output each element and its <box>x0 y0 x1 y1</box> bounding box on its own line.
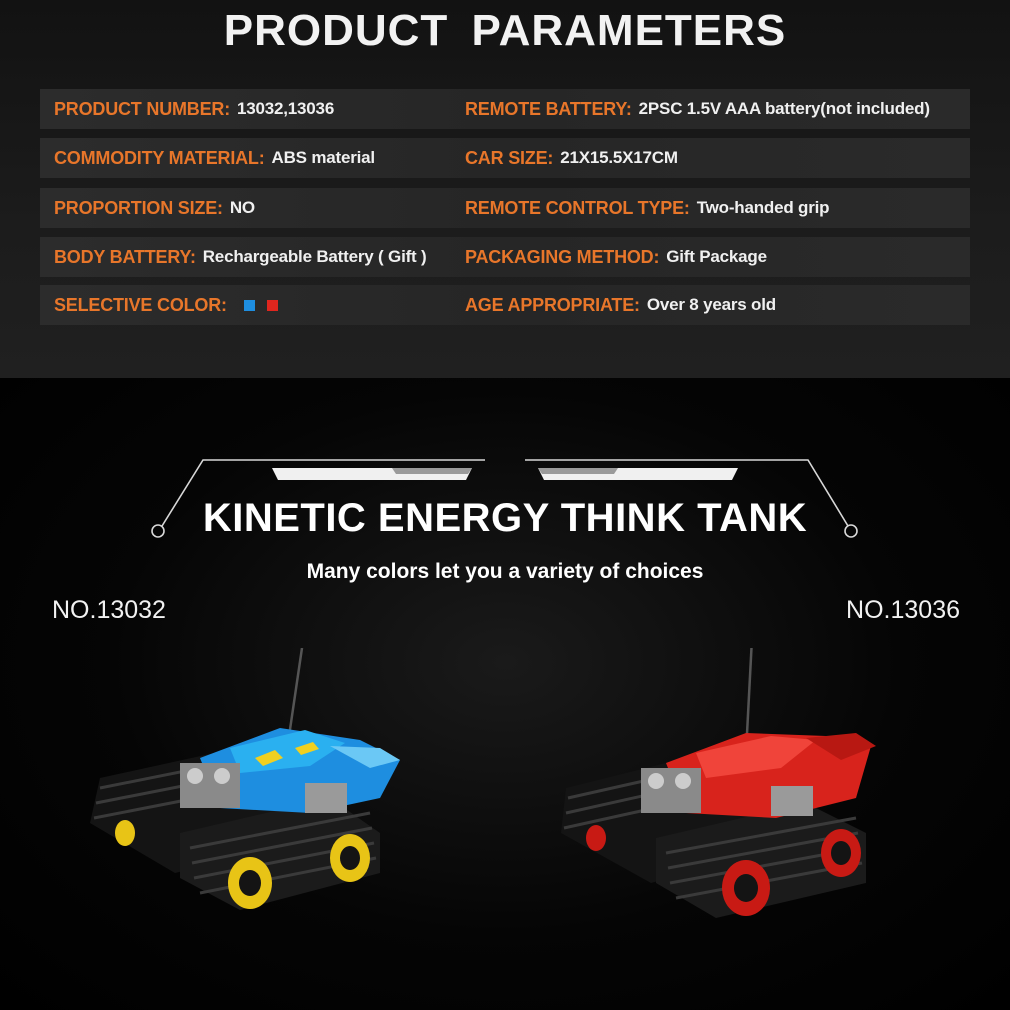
param-value: 13032,13036 <box>237 99 335 118</box>
red-tracked-car-image <box>556 648 886 938</box>
param-value: ABS material <box>271 148 375 167</box>
param-label: PROPORTION SIZE: <box>54 197 223 218</box>
param-label: CAR SIZE: <box>465 147 554 168</box>
param-label: AGE APPROPRIATE: <box>465 294 640 315</box>
param-label: SELECTIVE COLOR: <box>54 294 227 315</box>
title-frame-decoration <box>0 378 1010 578</box>
param-label: REMOTE CONTROL TYPE: <box>465 197 690 218</box>
param-value: 21X15.5X17CM <box>560 148 678 167</box>
param-value: 2PSC 1.5V AAA battery(not included) <box>638 99 930 118</box>
param-label: PRODUCT NUMBER: <box>54 98 230 119</box>
param-value: Over 8 years old <box>646 295 776 314</box>
param-row <box>40 285 970 325</box>
param-value: Two-handed grip <box>696 198 830 217</box>
param-row <box>40 89 970 129</box>
showcase-subtitle: Many colors let you a variety of choices <box>306 560 704 583</box>
param-row <box>40 188 970 228</box>
model-number-left: NO.13032 <box>52 596 166 624</box>
color-swatch-blue <box>244 300 255 311</box>
param-label: BODY BATTERY: <box>54 246 196 267</box>
product-parameters-section <box>0 0 1010 378</box>
param-label: REMOTE BATTERY: <box>465 98 632 119</box>
param-label: PACKAGING METHOD: <box>465 246 660 267</box>
param-value: Gift Package <box>666 247 767 266</box>
param-row <box>40 237 970 277</box>
param-label: COMMODITY MATERIAL: <box>54 147 265 168</box>
color-swatch-red <box>267 300 278 311</box>
param-value: NO <box>229 198 255 217</box>
showcase-title: KINETIC ENERGY THINK TANK <box>202 496 808 540</box>
parameters-title: PRODUCT PARAMETERS <box>223 6 787 55</box>
showcase-section <box>0 378 1010 1010</box>
model-number-right: NO.13036 <box>846 596 960 624</box>
blue-tracked-car-image <box>80 648 410 938</box>
param-row <box>40 138 970 178</box>
param-value: Rechargeable Battery ( Gift ) <box>202 247 427 266</box>
